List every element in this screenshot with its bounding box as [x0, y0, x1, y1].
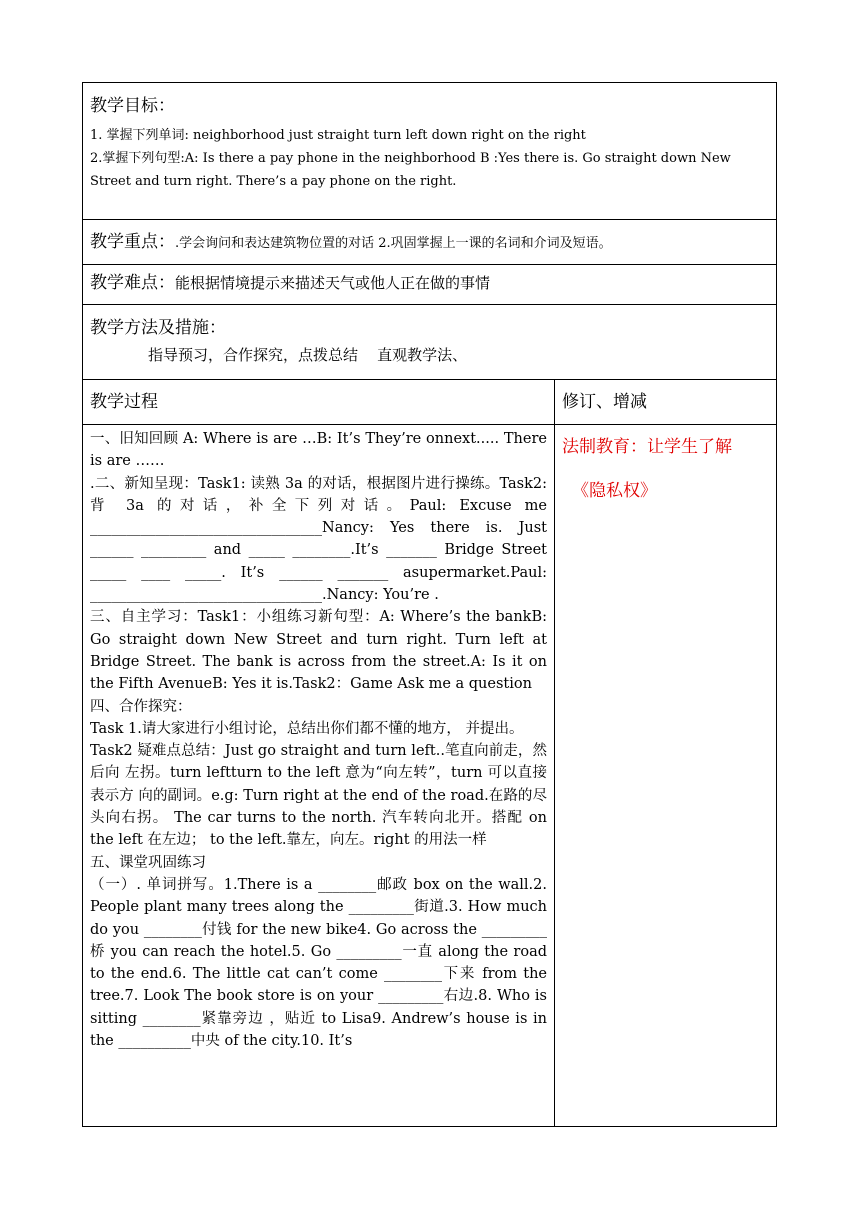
- key-points-row: [83, 220, 777, 265]
- goals-sentence-patterns: 2.掌握下列句型:A: Is there a pay phone in the neighborhood B :Yes there is. Go straight down New Street and turn right. There’s a pay phone on the right.: [90, 151, 731, 189]
- goals-row: [83, 83, 777, 220]
- process-heading-cell: [83, 380, 555, 425]
- process-body-cell: [83, 425, 555, 1127]
- key-points-heading: 教学重点：: [90, 232, 175, 252]
- process-body-row: [83, 425, 777, 1127]
- revision-heading-cell: [555, 380, 777, 425]
- difficulties-row: [83, 265, 777, 305]
- goals-cell: [83, 83, 777, 220]
- revision-note-legal-education: 法制教育：让学生了解: [562, 437, 732, 457]
- process-paragraph: .二、新知呈现：Task1: 读熟 3a 的对话，根据图片进行操练。Task2: 背 3a 的对话，补全下列对话。Paul: Excuse me ________________________________Nancy: Yes there is. Just ______ _________ and _____ ________.It’s _______ Bridge Street _____ ____ _____. It’s ______ _______ asupermarket.Paul: ________________________________.Nancy: You’re .: [90, 475, 547, 604]
- methods-cell: [83, 305, 777, 380]
- key-points-text: .学会询问和表达建筑物位置的对话 2.巩固掌握上一课的名词和介词及短语。: [175, 236, 612, 251]
- methods-heading: 教学方法及措施：: [90, 318, 226, 338]
- process-paragraph: 一、旧知回顾 A: Where is are …B: It’s They’re onnext..... There is are ……: [90, 431, 547, 470]
- methods-text: 指导预习，合作探究，点拨总结 直观教学法、: [148, 346, 468, 364]
- difficulties-heading: 教学难点：: [90, 273, 175, 293]
- goals-vocabulary: 1. 掌握下列单词: neighborhood just straight turn left down right on the right: [90, 128, 586, 143]
- lesson-plan-page: [82, 82, 776, 1127]
- process-content: [90, 428, 547, 1052]
- key-points-cell: [83, 220, 777, 265]
- process-paragraph: 三、自主学习：Task1：小组练习新句型：A: Where’s the bankB: Go straight down New Street and turn right. Turn left at Bridge Street. The bank is across from the street.A: Is it on the Fifth AvenueB: Yes it is.Task2：Game Ask me a question: [90, 609, 547, 693]
- process-paragraph: 四、合作探究：: [90, 698, 192, 715]
- process-paragraph: Task 1.请大家进行小组讨论，总结出你们都不懂的地方， 并提出。: [90, 720, 524, 737]
- methods-row: [83, 305, 777, 380]
- goals-heading: 教学目标：: [90, 96, 175, 116]
- process-paragraph: Task2 疑难点总结：Just go straight and turn left..笔直向前走，然后向 左拐。turn leftturn to the left 意为“向左转”，turn 可以直接表示方 向的副词。e.g: Turn right at the end of the road.在路的尽头向右拐。 The car turns to the north. 汽车转向北开。搭配 on the left 在左边； to the left.靠左，向左。right 的用法一样: [90, 743, 547, 849]
- process-paragraph: 五、课堂巩固练习: [90, 854, 206, 871]
- process-header-row: [83, 380, 777, 425]
- lesson-plan-table: [82, 82, 777, 1127]
- process-paragraph: （一）. 单词拼写。1.There is a ________邮政 box on the wall.2. People plant many trees along the _________街道.3. How much do you ________付钱 for the new bike4. Go across the _________桥 you can reach the hotel.5. Go _________一直 along the road to the end.6. The little cat can’t come ________下来 from the tree.7. Look The book store is on your _________右边.8. Who is sitting ________紧靠旁边 ，贴近 to Lisa9. Andrew’s house is in the __________中央 of the city.10. It’s: [90, 876, 547, 1050]
- difficulties-text: 能根据情境提示来描述天气或他人正在做的事情: [175, 274, 491, 292]
- revision-heading: 修订、增减: [562, 392, 647, 412]
- revision-body-cell: [555, 425, 777, 1127]
- difficulties-cell: [83, 265, 777, 305]
- process-heading: 教学过程: [90, 392, 158, 412]
- revision-note-privacy: 《隐私权》: [572, 481, 657, 501]
